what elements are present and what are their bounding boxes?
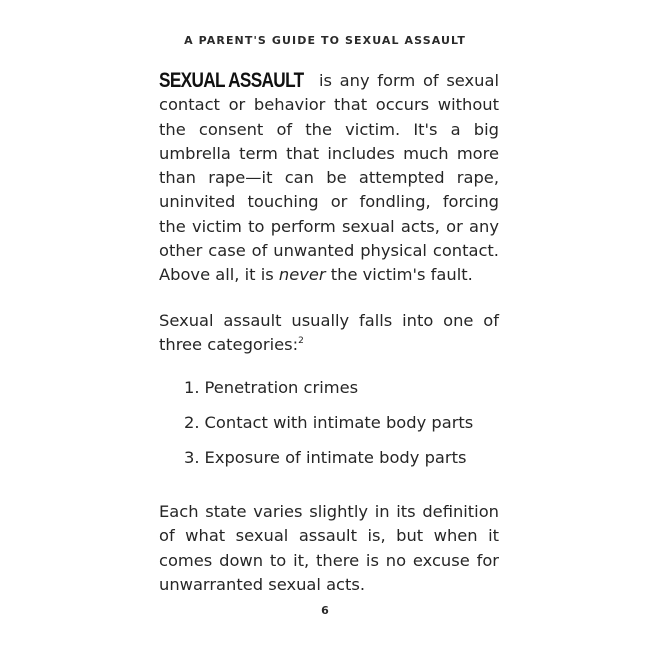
emphasis-never: never: [278, 265, 326, 285]
definition-paragraph: [159, 69, 499, 288]
categories-intro-paragraph: [159, 309, 499, 358]
running-head: A PARENT'S GUIDE TO SEXUAL ASSAULT: [184, 34, 466, 47]
state-variation-text: Each state varies slightly in its definition of what sexual assault is, but when it comes down to it, there is no excuse for unwarranted sexual acts.: [159, 502, 499, 594]
page-number: 6: [321, 604, 329, 617]
list-item: [184, 376, 504, 411]
definition-text-end: the victim's fault.: [325, 265, 473, 285]
list-item-number: 1.: [184, 378, 200, 397]
list-item-number: 3.: [184, 448, 200, 467]
state-variation-paragraph: [159, 500, 499, 597]
list-item-label: Contact with intimate body parts: [204, 413, 474, 432]
list-item-label: Penetration crimes: [204, 378, 359, 397]
categories-intro-text: Sexual assault usually falls into one of three categories:: [159, 311, 499, 355]
list-item-label: Exposure of intimate body parts: [204, 448, 467, 467]
definition-text: is any form of sexual contact or behavior that occurs without the consent of the victim. It's a big umbrella term that includes much more than rape—it can be attempted rape, uninvited touching or fondling, forcing the victim to perform sexual acts, or any other case of unwanted physical contact. Above all, it is: [159, 71, 499, 285]
lead-term: SEXUAL ASSAULT: [159, 69, 304, 92]
categories-list: [184, 376, 504, 481]
footnote-ref: 2: [298, 336, 304, 347]
list-item-number: 2.: [184, 413, 200, 432]
list-item: [184, 411, 504, 446]
list-item: [184, 446, 504, 481]
